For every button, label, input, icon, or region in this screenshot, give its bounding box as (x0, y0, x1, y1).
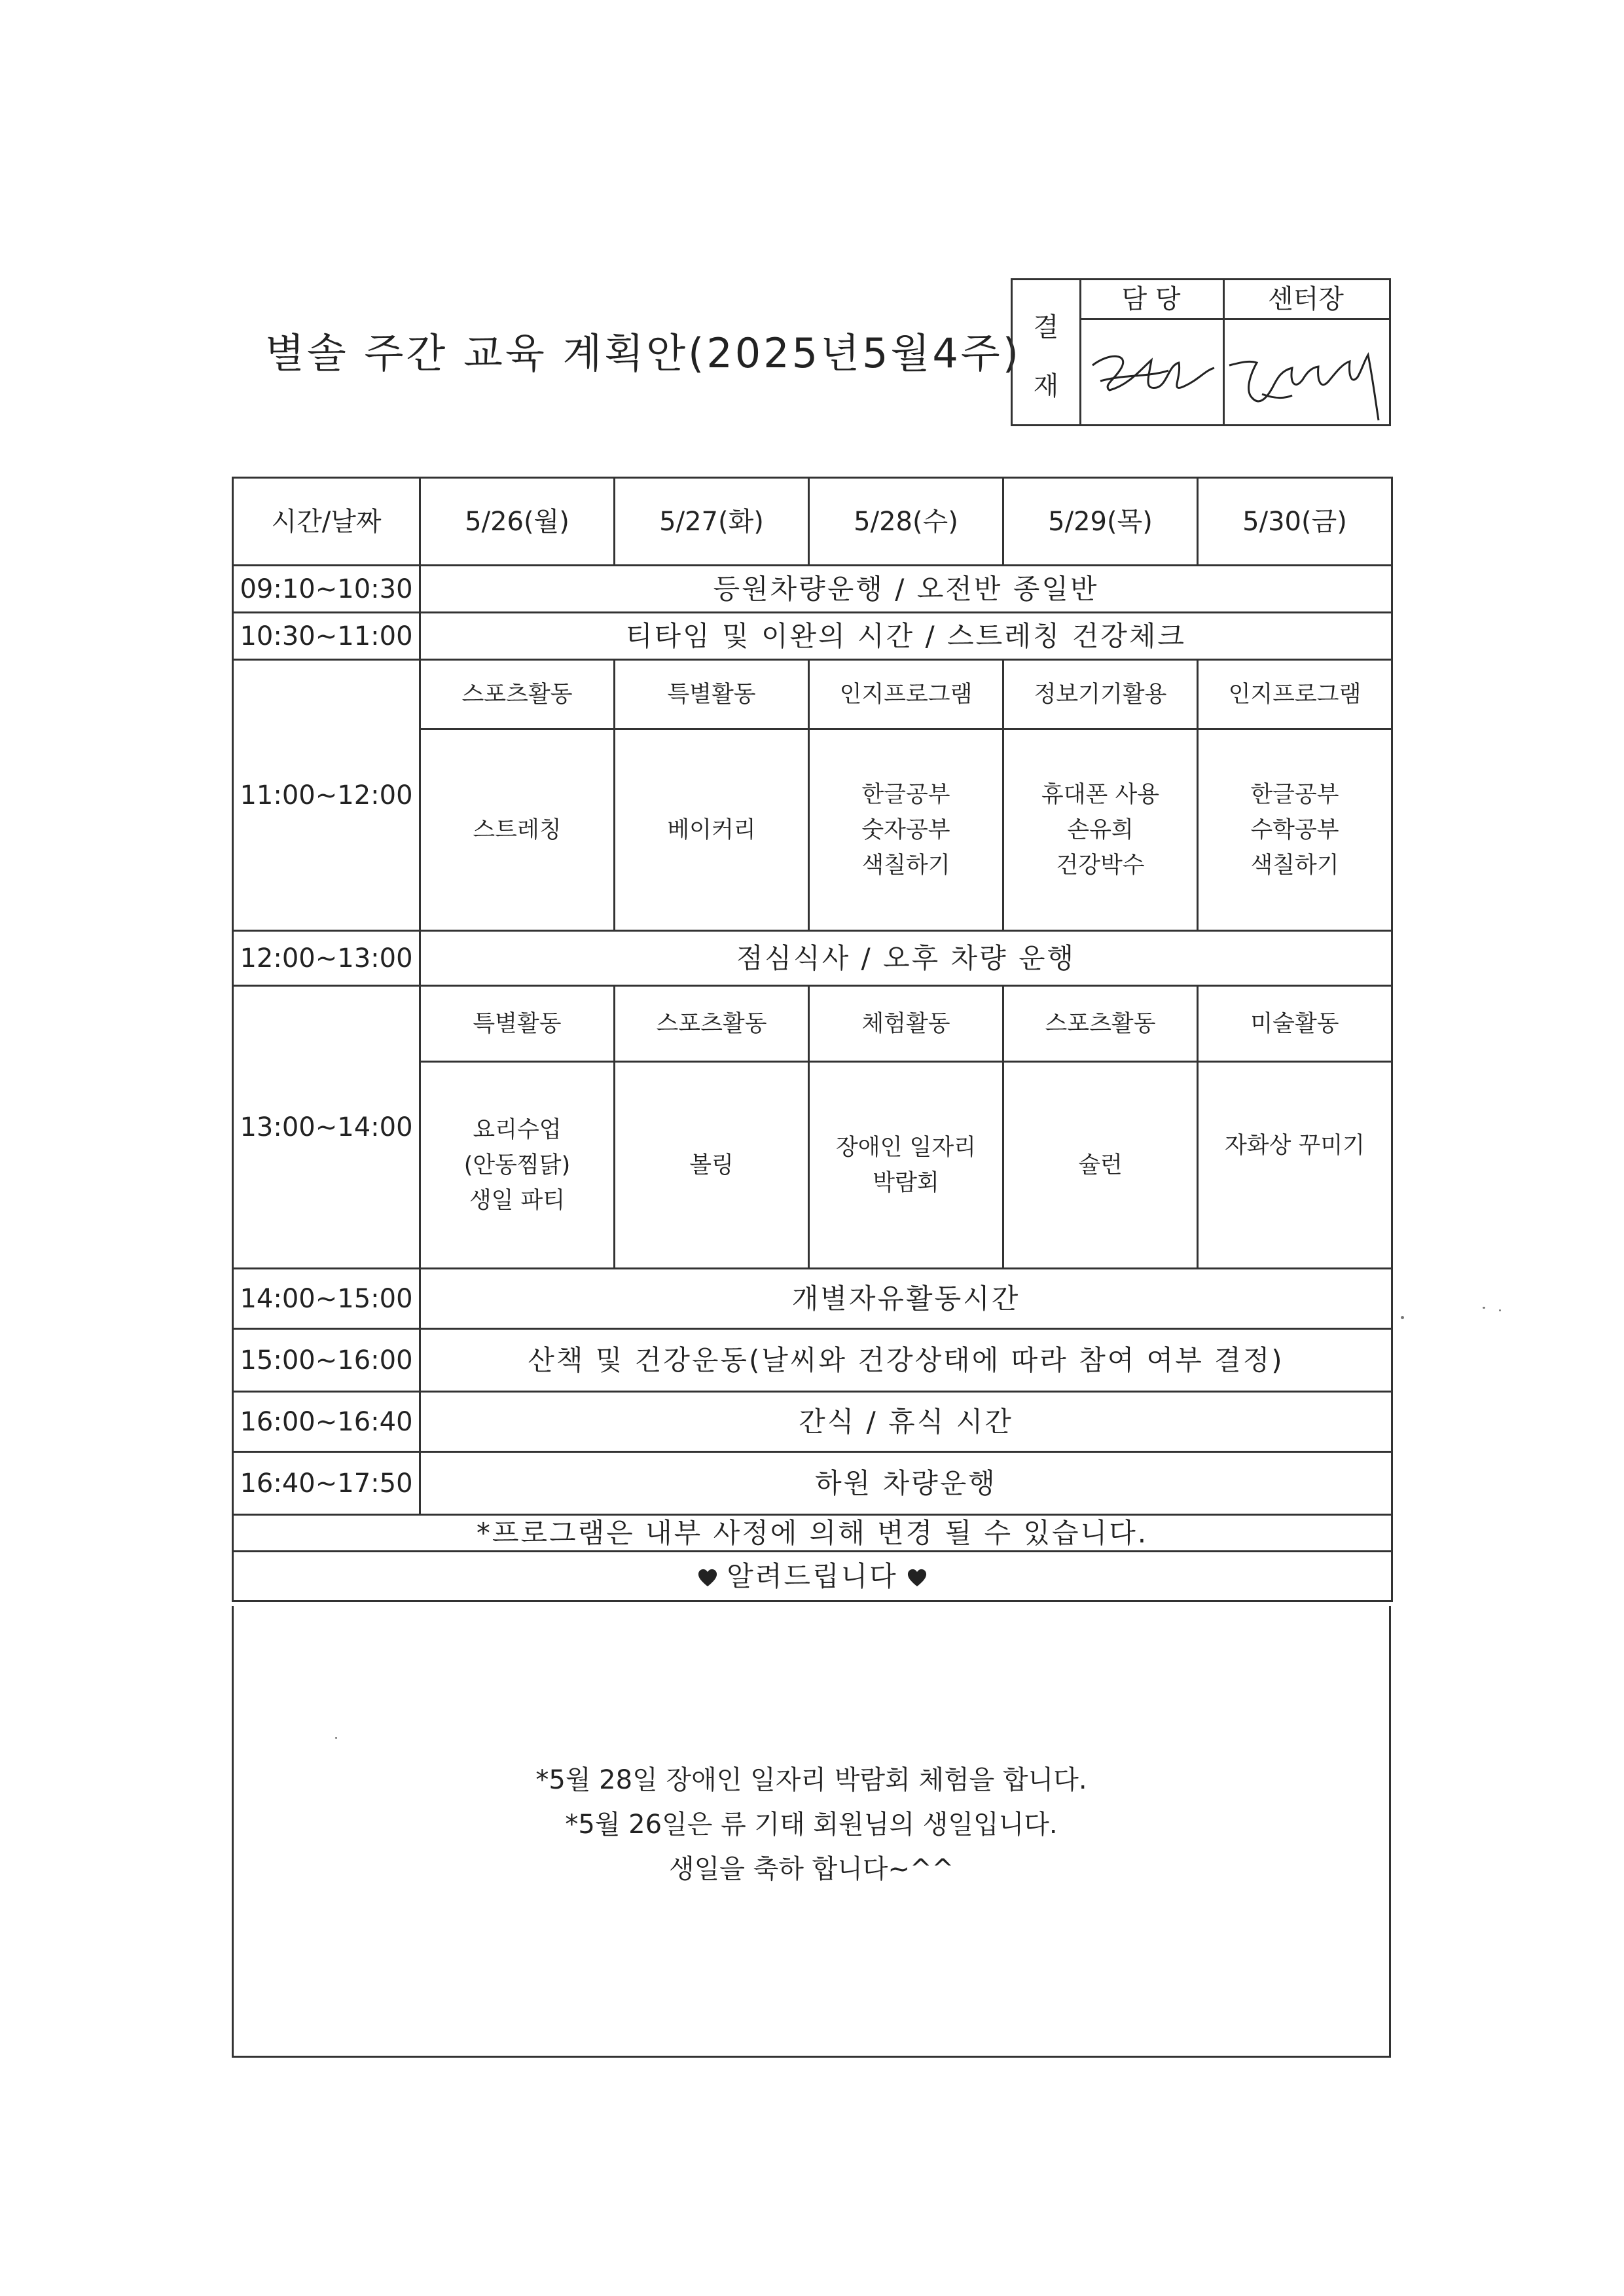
activity-line: 건강박수 (1056, 852, 1145, 879)
activity-cell: 하원 차량운행 (420, 1452, 1392, 1515)
table-row (233, 660, 1392, 729)
table-row (233, 1392, 1392, 1452)
approval-label-bottom: 재 (1033, 371, 1059, 401)
activity-cell (809, 1062, 1003, 1269)
activity-cell: 개별자유활동시간 (420, 1269, 1392, 1329)
activity-cell: 티타임 및 이완의 시간 / 스트레칭 건강체크 (420, 613, 1392, 660)
activity-cell: 산책 및 건강운동(날씨와 건강상태에 따라 참여 여부 결정) (420, 1329, 1392, 1392)
activity-line: 박람회 (873, 1169, 939, 1196)
day-header-wed: 5/28(수) (809, 478, 1003, 566)
activity-cell: 점심식사 / 오후 차량 운행 (420, 931, 1392, 986)
table-row (233, 613, 1392, 660)
category-cell: 인지프로그램 (1198, 660, 1392, 729)
day-header-mon: 5/26(월) (420, 478, 615, 566)
activity-line: 요리수업 (473, 1116, 562, 1143)
notice-title-row (233, 1552, 1392, 1601)
activity-cell (1003, 729, 1198, 931)
category-cell: 스포츠활동 (615, 986, 809, 1062)
activity-line: 한글공부 (861, 781, 950, 808)
activity-line: 베이커리 (667, 816, 756, 843)
activity-line: 숫자공부 (861, 816, 950, 843)
notice-line: 생일을 축하 합니다~^^ (668, 1854, 954, 1884)
activity-cell (420, 1062, 615, 1269)
table-row (233, 1269, 1392, 1329)
activity-line: 자화상 꾸미기 (1225, 1133, 1365, 1159)
notice-title-cell (233, 1552, 1392, 1601)
activity-cell (1198, 1062, 1392, 1269)
manager-signature-icon (1083, 322, 1221, 420)
approval-box (1011, 278, 1391, 426)
notice-lines (234, 1758, 1389, 1891)
activity-line: (안동찜닭) (463, 1152, 571, 1178)
activity-line: 색칠하기 (861, 852, 950, 879)
time-cell: 11:00~12:00 (233, 660, 420, 931)
scan-speck (1401, 1316, 1404, 1319)
time-cell: 16:00~16:40 (233, 1392, 420, 1452)
time-cell: 13:00~14:00 (233, 986, 420, 1269)
scan-speck (1483, 1307, 1485, 1309)
table-row (233, 1452, 1392, 1515)
director-signature-icon (1227, 322, 1390, 446)
activity-line: 볼링 (689, 1152, 734, 1178)
day-header-thu: 5/29(목) (1003, 478, 1198, 566)
notice-title: 알려드립니다 (727, 1559, 898, 1592)
activity-cell (809, 729, 1003, 931)
activity-cell: 등원차량운행 / 오전반 종일반 (420, 566, 1392, 613)
notice-line: *5월 28일 장애인 일자리 박람회 체험을 합니다. (535, 1765, 1087, 1795)
category-cell: 미술활동 (1198, 986, 1392, 1062)
footnote-row (233, 1515, 1392, 1552)
heart-icon (698, 1568, 717, 1588)
activity-cell: 간식 / 휴식 시간 (420, 1392, 1392, 1452)
day-header-tue: 5/27(화) (615, 478, 809, 566)
activity-line: 손유희 (1067, 816, 1134, 843)
notice-line: *5월 26일은 류 기태 회원님의 생일입니다. (565, 1810, 1058, 1840)
time-cell: 14:00~15:00 (233, 1269, 420, 1329)
time-cell: 09:10~10:30 (233, 566, 420, 613)
scan-speck (1499, 1309, 1501, 1311)
scan-speck (335, 1737, 337, 1739)
approval-director-header: 센터장 (1223, 280, 1389, 320)
table-row (233, 1329, 1392, 1392)
notice-box (232, 1606, 1391, 2058)
category-cell: 정보기기활용 (1003, 660, 1198, 729)
approval-col-manager (1079, 280, 1225, 424)
category-cell: 특별활동 (615, 660, 809, 729)
page-title: 별솔 주간 교육 계획안(2025년5월4주) (265, 329, 1021, 377)
time-cell: 10:30~11:00 (233, 613, 420, 660)
activity-cell (420, 729, 615, 931)
category-cell: 스포츠활동 (420, 660, 615, 729)
activity-cell (1003, 1062, 1198, 1269)
activity-cell (615, 729, 809, 931)
category-cell: 특별활동 (420, 986, 615, 1062)
activity-line: 장애인 일자리 (836, 1134, 976, 1161)
approval-manager-header: 담 당 (1079, 280, 1223, 320)
category-cell: 스포츠활동 (1003, 986, 1198, 1062)
heart-icon (907, 1568, 927, 1588)
table-row (233, 931, 1392, 986)
category-cell: 인지프로그램 (809, 660, 1003, 729)
table-header-row (233, 478, 1392, 566)
activity-line: 수학공부 (1250, 816, 1339, 843)
time-cell: 12:00~13:00 (233, 931, 420, 986)
activity-line: 슐런 (1078, 1152, 1123, 1178)
time-cell: 15:00~16:00 (233, 1329, 420, 1392)
table-row (233, 566, 1392, 613)
activity-cell (615, 1062, 809, 1269)
approval-col-director (1223, 280, 1389, 424)
activity-line: 한글공부 (1250, 781, 1339, 808)
activity-line: 스트레칭 (473, 816, 562, 843)
table-row (233, 986, 1392, 1062)
activity-line: 휴대폰 사용 (1041, 781, 1160, 808)
activity-line: 색칠하기 (1250, 852, 1339, 879)
activity-cell (1198, 729, 1392, 931)
approval-label-top: 결 (1033, 312, 1059, 342)
day-header-fri: 5/30(금) (1198, 478, 1392, 566)
schedule-table (232, 477, 1393, 1602)
footnote-cell: *프로그램은 내부 사정에 의해 변경 될 수 있습니다. (233, 1515, 1392, 1552)
approval-label-column (1013, 280, 1081, 424)
category-cell: 체험활동 (809, 986, 1003, 1062)
activity-line: 생일 파티 (469, 1187, 566, 1214)
time-date-header: 시간/날짜 (233, 478, 420, 566)
time-cell: 16:40~17:50 (233, 1452, 420, 1515)
